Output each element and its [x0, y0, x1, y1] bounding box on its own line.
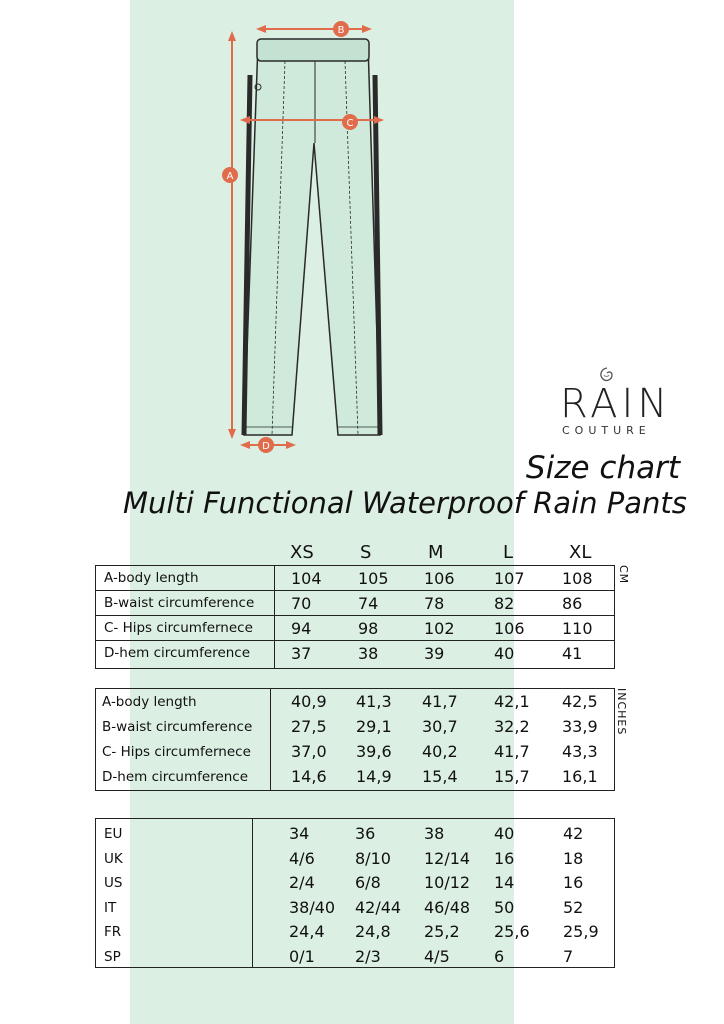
table-cell: 14,6: [291, 767, 327, 786]
table-cell: 34: [289, 824, 310, 843]
table-row: [96, 739, 614, 764]
table-row: [96, 919, 614, 944]
table-cell: 39: [424, 644, 445, 663]
table-row: [96, 895, 614, 920]
size-header-xl: XL: [569, 542, 592, 563]
table-cell: 25,9: [563, 922, 599, 941]
row-label: A-body length: [104, 570, 199, 586]
table-cell: 110: [562, 619, 593, 638]
table-cell: 24,8: [355, 922, 391, 941]
table-cell: 82: [494, 594, 515, 613]
table-cell: 6/8: [355, 873, 381, 892]
table-cell: 8/10: [355, 848, 391, 868]
table-cell: 2/4: [289, 873, 315, 892]
table-cell: 37,0: [291, 742, 327, 761]
table-cell: 4/5: [424, 946, 450, 966]
table-cell: 40: [494, 824, 515, 843]
table-cell: 16: [494, 848, 515, 868]
table-cell: 40,9: [291, 692, 327, 711]
svg-text:C: C: [346, 118, 354, 129]
row-label: IT: [104, 899, 117, 916]
table-cell: 15,4: [422, 767, 458, 786]
table-cell: 86: [562, 594, 583, 613]
table-cell: 107: [494, 569, 525, 588]
table-cell: 41: [562, 644, 583, 663]
measure-b-arrow: [256, 21, 372, 37]
table-cell: 52: [563, 897, 584, 917]
table-cell: 18: [563, 848, 584, 868]
pants-diagram: [210, 15, 410, 460]
table-cell: 42,5: [562, 692, 598, 711]
table-cell: 2/3: [355, 946, 381, 966]
pants-shape: [244, 43, 380, 435]
svg-text:D: D: [262, 441, 270, 452]
table-cell: 25,6: [494, 922, 530, 941]
row-label: UK: [104, 850, 123, 867]
table-cell: 10/12: [424, 873, 471, 892]
table-cell: 6: [494, 946, 505, 966]
table-row: [96, 616, 614, 641]
table-cell: 94: [291, 619, 312, 638]
row-label: FR: [104, 924, 122, 940]
row-label: C- Hips circumfernece: [102, 744, 251, 760]
table-cell: 105: [358, 569, 389, 588]
table-cell: 42/44: [355, 897, 402, 917]
table-row: [96, 689, 614, 714]
table-cell: 7: [563, 946, 574, 966]
table-cell: 39,6: [356, 742, 392, 761]
row-label: D-hem circumference: [102, 769, 249, 785]
table-cell: 102: [424, 619, 455, 638]
table-cell: 78: [424, 594, 445, 613]
size-header-s: S: [360, 542, 372, 563]
row-label: SP: [104, 948, 121, 965]
table-cell: 14: [494, 873, 515, 892]
table-cell: 29,1: [356, 717, 392, 736]
row-label: A-body length: [102, 694, 197, 710]
label-a: A: [226, 171, 234, 182]
measure-a-arrow: [222, 31, 238, 439]
table-cell: 27,5: [291, 717, 327, 736]
table-cell: 46/48: [424, 897, 471, 917]
page-title: Size chart: [525, 450, 680, 486]
table-cell: 40: [494, 644, 515, 663]
table-cell: 70: [291, 594, 312, 613]
brand-name: RAIN: [560, 381, 672, 427]
table-cell: 25,2: [424, 922, 460, 941]
table-row: [96, 944, 614, 969]
inch-measurement-table: [95, 688, 615, 791]
table-cell: 30,7: [422, 717, 458, 736]
table-cell: 38: [424, 824, 445, 843]
row-label: B-waist circumference: [104, 595, 255, 611]
table-row: [96, 566, 614, 591]
size-header-l: L: [503, 542, 514, 563]
table-cell: 24,4: [289, 922, 325, 941]
table-row: [96, 714, 614, 739]
table-cell: 32,2: [494, 717, 530, 736]
table-cell: 16: [563, 873, 584, 892]
table-cell: 40,2: [422, 742, 458, 761]
table-cell: 36: [355, 824, 376, 843]
row-label: B-waist circumference: [102, 719, 253, 735]
table-cell: 33,9: [562, 717, 598, 736]
inch-unit-label: INCHES: [615, 688, 628, 736]
table-cell: 41,7: [422, 692, 458, 711]
svg-text:B: B: [337, 25, 345, 36]
table-cell: 0/1: [289, 946, 315, 966]
table-cell: 38/40: [289, 897, 336, 917]
table-cell: 15,7: [494, 767, 530, 786]
row-label: US: [104, 875, 123, 891]
row-label: C- Hips circumfernece: [104, 620, 253, 636]
table-row: [96, 641, 614, 666]
table-cell: 41,3: [356, 692, 392, 711]
table-row: [96, 764, 614, 789]
table-cell: 42,1: [494, 692, 530, 711]
cm-unit-label: CM: [617, 565, 630, 585]
cm-measurement-table: [95, 565, 615, 669]
table-cell: 108: [562, 569, 593, 588]
table-cell: 4/6: [289, 848, 315, 868]
table-row: [96, 821, 614, 846]
size-header-m: M: [428, 542, 444, 563]
table-cell: 98: [358, 619, 379, 638]
product-subtitle: Multi Functional Waterproof Rain Pants: [123, 486, 687, 520]
table-cell: 74: [358, 594, 379, 613]
waistband: [257, 39, 369, 61]
table-row: [96, 846, 614, 871]
table-cell: 42: [563, 824, 584, 843]
brand-tagline: COUTURE: [562, 424, 651, 437]
size-header-xs: XS: [290, 542, 314, 563]
table-cell: 37: [291, 644, 312, 663]
table-cell: 14,9: [356, 767, 392, 786]
brand-logo: [548, 362, 672, 442]
table-cell: 106: [424, 569, 455, 588]
table-cell: 16,1: [562, 767, 598, 786]
measure-d-arrow: [240, 437, 296, 453]
table-row: [96, 591, 614, 616]
size-conversion-table: [95, 818, 615, 968]
table-row: [96, 870, 614, 895]
table-cell: 41,7: [494, 742, 530, 761]
table-cell: 106: [494, 619, 525, 638]
row-label: D-hem circumference: [104, 645, 251, 661]
table-cell: 12/14: [424, 848, 471, 868]
table-cell: 104: [291, 569, 322, 588]
table-cell: 43,3: [562, 742, 598, 761]
table-cell: 50: [494, 897, 515, 917]
row-label: EU: [104, 826, 123, 842]
table-cell: 38: [358, 644, 379, 663]
